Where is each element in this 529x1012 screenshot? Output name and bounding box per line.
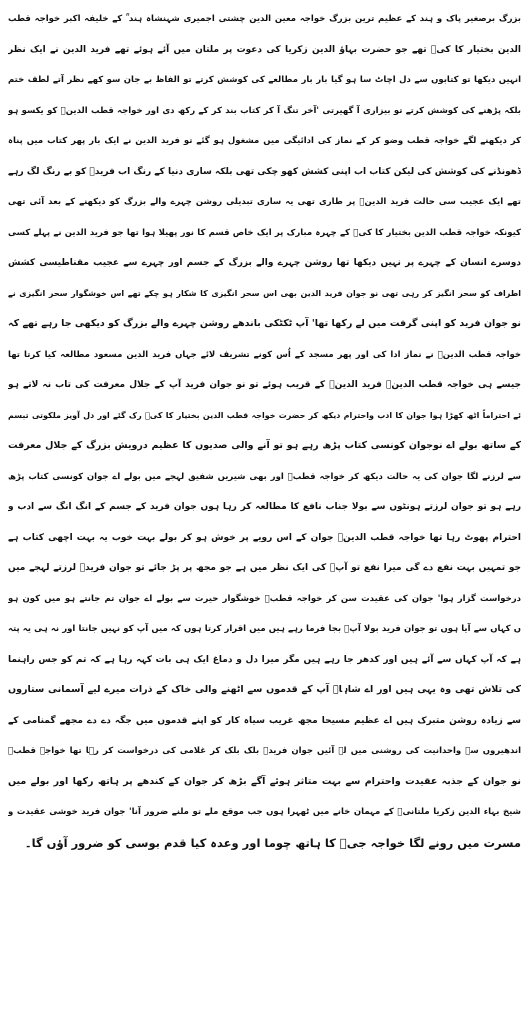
- text-line: خواجہ قطب الدینؒ نے نماز ادا کی اور پھر مسجد کے اُس کونے تشریف لائے جہاں فرید الدین مسعود مطالعہ کیا کرتا تھا: [8, 349, 521, 360]
- text-line: سے لرزنے لگا جوان کی یہ حالت دیکھ کر خواجہ قطبؒ اور بھی شیریں شفیق لہجے میں بولے اے جوان کونسی کتاب پڑھ: [8, 471, 521, 482]
- text-line: جیسے ہی خواجہ قطب الدینؒ فرید الدینؒ کے قریب ہوئے تو نو جوان فرید آپ کے جلال معرفت کی تاب نہ لاتے ہو: [8, 380, 521, 390]
- text-line: شیخ بہاء الدین زکریا ملتانیؒ کے مہمان خانے میں ٹھہرا ہوں جب موقع ملے تو ملنے ضرور آنا' جوان فرید خوشی عقیدت و: [8, 807, 521, 817]
- text-line: رہے ہو تو جوان لرزتے ہونٹوں سے بولا جناب نافع کا مطالعہ کر رہا ہوں جوان فرید کے جسم کے انگ انگ سے ادب و: [8, 502, 521, 512]
- text-line: کیونکہ خواجہ قطب الدین بختیار کا کیؒ کے چہرہ مبارک پر ایک خاص قسم کا نور پھیلا ہوا تھا جو فرید الدین نے پہلے کسی: [8, 227, 521, 238]
- text-line: ں کہاں سے آیا ہوں تو جوان فرید بولا آپؒ بجا فرما رہے ہیں میں اقرار کرتا ہوں کہ میں آپ کو نہیں جانتا اور نہ ہی یہ پتہ: [8, 624, 521, 634]
- text-line: نو جوان فرید کو اپنی گرفت میں لے رکھا تھا' آپ ٹکٹکی باندھے روشن چہرے والے بزرگ کو دیکھی جا رہے تھے کہ: [8, 318, 521, 329]
- text-line: دوسرے انسان کے چہرے پر نہیں دیکھا تھا روشن چہرے والے بزرگ کے جسم اور چہرے سے عجیب مقناطیسی کشش: [8, 258, 521, 268]
- text-line: الدین بختیار کا کیؒ تھے جو حضرت بہاؤ الدین زکریا کی دعوت پر ملتان میں آئے ہوئے تھے فرید الدین نے ایک نظر: [8, 44, 521, 55]
- text-line: بزرگ برصغیر پاک و ہند کے عظیم ترین بزرگ خواجہ معین الدین چشتی اجمیری شہنشاہ ہند ؒ کے خلیفہ اکبر خواجہ قطب: [8, 14, 521, 24]
- text-line: مسرت میں رونے لگا خواجہ جیؒ کا ہاتھ چوما اور وعدہ کیا قدم بوسی کو ضرور آؤں گا۔: [24, 835, 521, 850]
- text-line: کی تلاش تھی وہ یہی ہیں اور اے شاہاؒ آپ کے قدموں سے اٹھنے والی خاک کے ذرات میرے لیے آسمانی ستاروں: [8, 684, 521, 695]
- text-line: جو تمہیں بہت نفع دے گی میرا نفع تو آپؒ کی ایک نظر میں ہے جو مجھ پر پڑ جائے تو جوان فریدؒ لرزتے لہجے میں: [8, 563, 521, 573]
- text-line: انہیں دیکھا تو کتابوں سے دل اچاٹ سا ہو گیا بار بار مطالعے کی کوشش کرتے تو الفاظ بے جان سو کھے نظر آتے لطف ختم: [8, 75, 521, 85]
- text-line: ہے کہ آپ کہاں سے آئے ہیں اور کدھر جا رہے ہیں مگر میرا دل و دماغ ایک ہی بات کہہ رہا ہے کہ تم کو جس راہنما: [8, 654, 521, 665]
- text-line: احترام پھوٹ رہا تھا خواجہ قطب الدینؒ جوان کے اس رویے پر خوش ہو کر بولے بہت خوب یہ بہت اچھی کتاب ہے: [8, 532, 521, 543]
- text-line: اندھیروں سے واحدانیت کی روشنی میں لے آئیں جوان فریدؒ بلک بلک کر غلامی کی درخواست کر رہا تھا خواجہ قطبؒ: [8, 746, 521, 756]
- text-line: کر دیکھنے لگے خواجہ قطب وضو کر کے نماز کی ادائیگی میں مشغول ہو گئے تو فرید الدین نے ایک بار پھر کتاب میں پناہ: [8, 136, 521, 146]
- text-line: اطراف کو سحر انگیز کر رہی تھی نو جوان فرید الدین بھی اس سحر انگیزی کا شکار ہو چکے تھے اس خوشگوار سحر انگیزی نے: [8, 288, 521, 298]
- text-line: کے ساتھ بولے اے نوجوان کونسی کتاب پڑھ رہے ہو تو آنے والی صدیوں کا عظیم درویش بزرگ کے جلال معرفت: [8, 440, 521, 451]
- text-line: درخواست گزار ہوا' جوان کی عقیدت سن کر خواجہ قطبؒ خوشگوار حیرت سے بولے اے جوان تم جانتے ہو میں کون ہو: [8, 593, 521, 604]
- text-line: بلکہ پڑھنے کی کوشش کرتے تو بیزاری آ گھیرتی 'آخر تنگ آ کر کتاب بند کر کے رکھ دی اور خواجہ قطب الدینؒ کو یکسو ہو: [8, 105, 521, 116]
- text-line: ئے احتراماً اٹھ کھڑا ہوا جوان کا ادب واحترام دیکھ کر حضرت خواجہ قطب الدین بختیار کا کیؒ رک گئے اور دل آویز ملکوتی تبسم: [8, 410, 521, 420]
- text-line: سے زیادہ روشن متبرک ہیں اے عظیم مسیحا مجھ غریب سیاہ کار کو اپنے قدموں میں جگہ دے دے مجھے گمنامی کے: [8, 715, 521, 726]
- text-line: ڈھونڈنے کی کوشش کی لیکن کتاب اب اپنی کشش کھو چکی تھی بلکہ ساری دنیا کے رنگ اب فریدؒ کو بے رنگ لگ رہے: [8, 166, 521, 177]
- text-line: نو جوان کے جذبہ عقیدت واحترام سے بہت متاثر ہوئے آگے بڑھ کر جوان کے کندھے پر ہاتھ رکھا اور بولے میں: [8, 775, 521, 787]
- text-line: تھے ایک عجیب سی حالت فرید الدینؒ پر طاری تھی یہ ساری تبدیلی روشن چہرے والے بزرگ کو دیکھنے کے بعد آئی تھی: [8, 197, 521, 207]
